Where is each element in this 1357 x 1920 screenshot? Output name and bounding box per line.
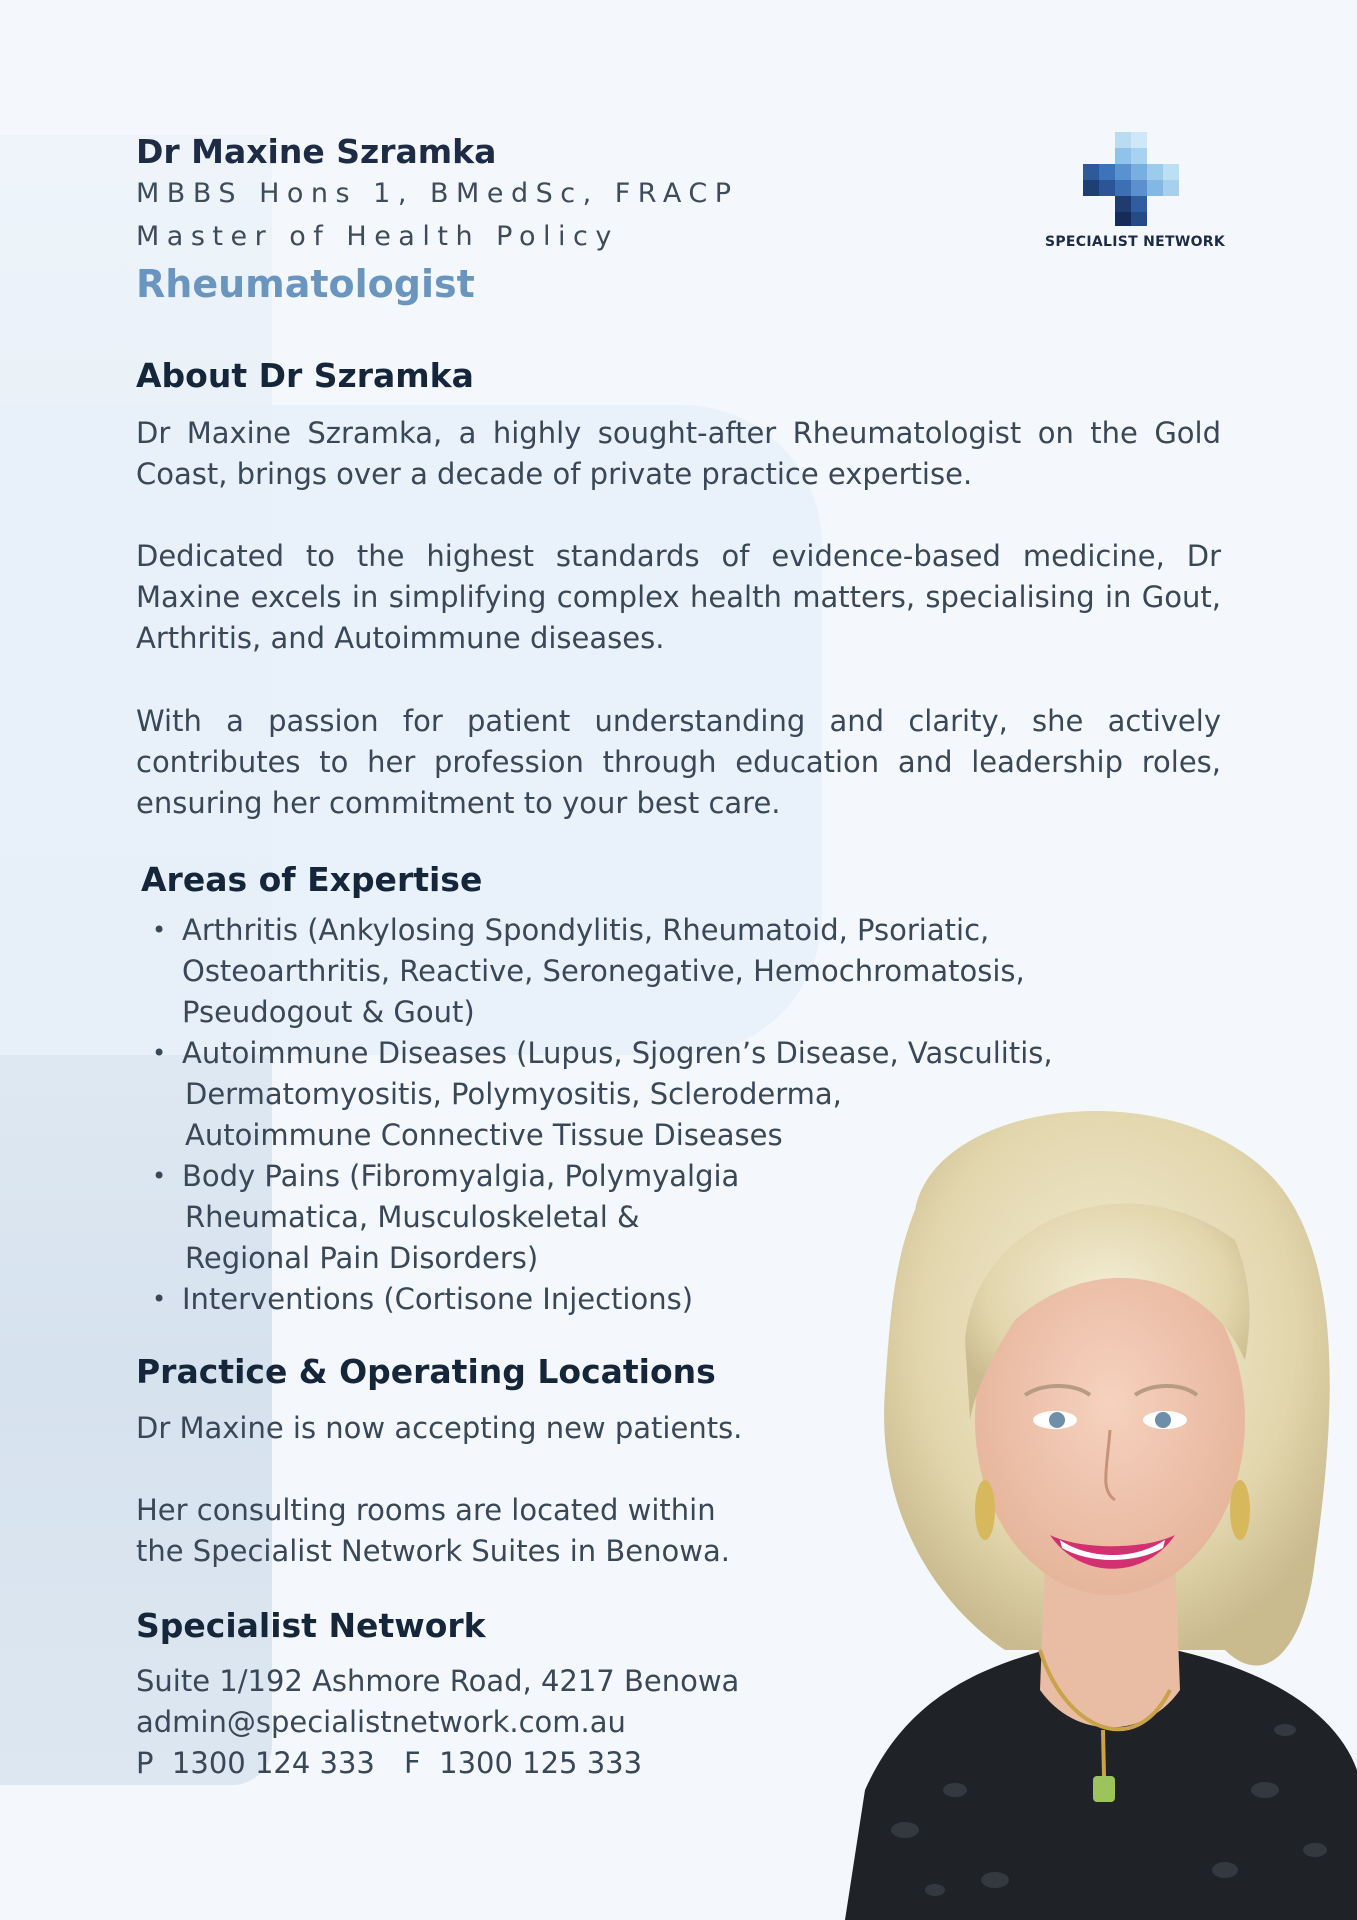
list-line: Pseudogout & Gout) bbox=[182, 995, 475, 1029]
about-paragraph-1: Dr Maxine Szramka, a highly sought-after Rheumatologist on the Gold Coast, brings over a decade of private practice expertise. bbox=[136, 416, 1221, 491]
expertise-item-autoimmune bbox=[182, 1033, 1182, 1156]
list-line: Arthritis (Ankylosing Spondylitis, Rheumatoid, Psoriatic, bbox=[182, 913, 990, 947]
list-line: Autoimmune Diseases (Lupus, Sjogren’s Disease, Vasculitis, bbox=[182, 1036, 1053, 1070]
specialty-title: Rheumatologist bbox=[136, 262, 475, 306]
list-line: Autoimmune Connective Tissue Diseases bbox=[185, 1118, 783, 1152]
logo-wordmark: SPECIALIST NETWORK bbox=[1044, 234, 1226, 250]
credentials-line-2: Master of Health Policy bbox=[136, 221, 619, 252]
expertise-list bbox=[136, 910, 1182, 1320]
network-address: Suite 1/192 Ashmore Road, 4217 Benowa bbox=[136, 1664, 740, 1698]
practice-line-2b: the Specialist Network Suites in Benowa. bbox=[136, 1534, 730, 1568]
network-phone[interactable]: P 1300 124 333 bbox=[136, 1746, 375, 1780]
about-paragraph-3: With a passion for patient understanding and clarity, she actively contributes to her profession through education and leadership roles, ensuring her commitment to your best care. bbox=[136, 704, 1221, 820]
about-heading: About Dr Szramka bbox=[136, 356, 474, 395]
list-line: Rheumatica, Musculoskeletal & bbox=[185, 1200, 640, 1234]
expertise-item-body-pains bbox=[182, 1156, 1182, 1279]
practice-heading: Practice & Operating Locations bbox=[136, 1352, 716, 1391]
doctor-name: Dr Maxine Szramka bbox=[136, 132, 497, 171]
list-line: Body Pains (Fibromyalgia, Polymyalgia bbox=[182, 1159, 740, 1193]
network-heading: Specialist Network bbox=[136, 1606, 486, 1645]
list-line: Dermatomyositis, Polymyositis, Scleroderma, bbox=[185, 1077, 842, 1111]
practice-line-1: Dr Maxine is now accepting new patients. bbox=[136, 1411, 743, 1445]
specialist-network-logo bbox=[1040, 130, 1230, 255]
network-fax: F 1300 125 333 bbox=[404, 1746, 643, 1780]
expertise-item-interventions bbox=[182, 1279, 1182, 1320]
cross-logo-icon bbox=[1040, 130, 1230, 230]
practice-line-2a: Her consulting rooms are located within bbox=[136, 1493, 716, 1527]
network-email-link[interactable]: admin@specialistnetwork.com.au bbox=[136, 1705, 626, 1739]
expertise-item-arthritis bbox=[182, 910, 1182, 1033]
list-line: Interventions (Cortisone Injections) bbox=[182, 1282, 694, 1316]
about-paragraph-2: Dedicated to the highest standards of evidence-based medicine, Dr Maxine excels in simplifying complex health matters, specialising in Gout, Arthritis, and Autoimmune diseases. bbox=[136, 539, 1221, 655]
expertise-heading: Areas of Expertise bbox=[141, 860, 483, 899]
list-line: Regional Pain Disorders) bbox=[185, 1241, 539, 1275]
list-line: Osteoarthritis, Reactive, Seronegative, Hemochromatosis, bbox=[182, 954, 1025, 988]
credentials-line-1: MBBS Hons 1, BMedSc, FRACP bbox=[136, 178, 739, 209]
